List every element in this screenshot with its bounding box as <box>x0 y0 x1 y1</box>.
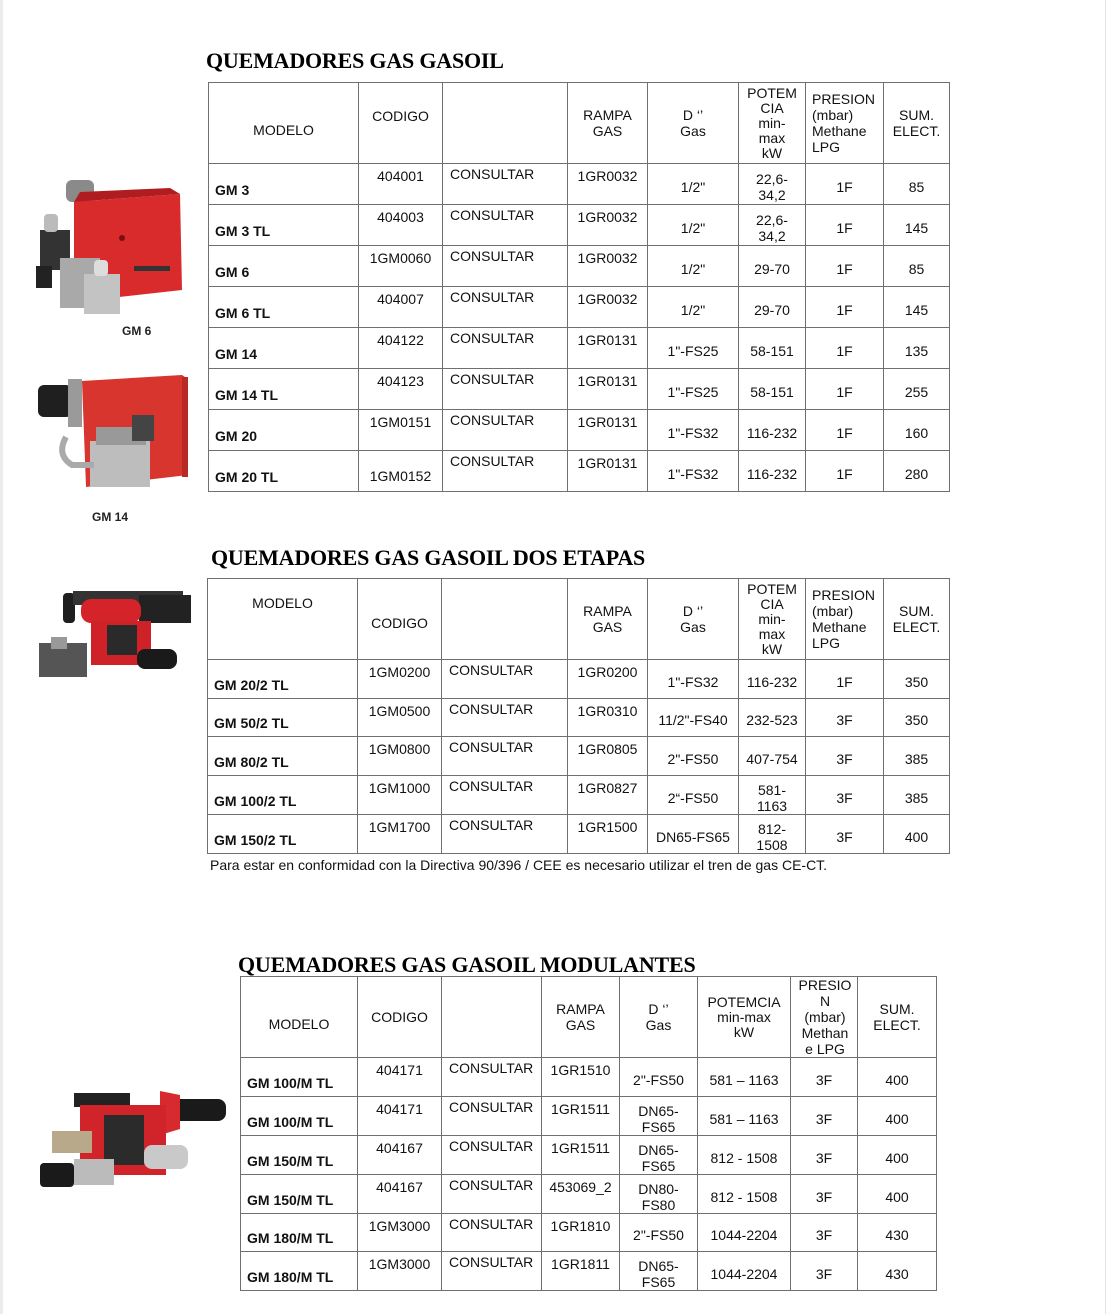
model-cell: GM 50/2 TL <box>208 698 358 737</box>
presion-cell: 1F <box>806 287 884 328</box>
presion-cell: 3F <box>806 698 884 737</box>
burner-gm6-image <box>30 178 186 328</box>
sum-elect-cell: 385 <box>884 775 950 814</box>
header-rampa-gas: RAMPA GAS <box>568 83 648 164</box>
image-caption-gm14: GM 14 <box>92 510 129 524</box>
codigo-cell: 404001 <box>359 164 443 205</box>
model-cell: GM 150/2 TL <box>208 814 358 853</box>
header-sum-elect: SUM. ELECT. <box>884 579 950 660</box>
sum-elect-cell: 255 <box>884 369 950 410</box>
presion-cell: 1F <box>806 410 884 451</box>
potencia-cell: 116-232 <box>739 660 806 699</box>
sum-elect-cell: 400 <box>884 814 950 853</box>
sum-elect-cell: 400 <box>858 1135 937 1174</box>
codigo-cell: 1GM0152 <box>359 451 443 492</box>
table-row <box>208 660 950 699</box>
consultar-cell: CONSULTAR <box>442 737 568 776</box>
codigo-cell: 1GM0200 <box>358 660 442 699</box>
table-gas-gasoil <box>208 82 950 492</box>
codigo-cell: 1GM0800 <box>358 737 442 776</box>
model-cell: GM 6 <box>209 246 359 287</box>
consultar-cell: CONSULTAR <box>442 1096 542 1135</box>
sum-elect-cell: 135 <box>884 328 950 369</box>
model-cell: GM 3 <box>209 164 359 205</box>
model-cell: GM 100/M TL <box>241 1096 358 1135</box>
model-cell: GM 180/M TL <box>241 1252 358 1291</box>
potencia-cell: 1044-2204 <box>698 1213 791 1252</box>
directive-note: Para estar en conformidad con la Directiva 90/396 / CEE es necesario utilizar el tren de gas CE-CT. <box>210 857 828 873</box>
consultar-cell: CONSULTAR <box>442 814 568 853</box>
table-row <box>241 1135 937 1174</box>
header-rampa-gas: RAMPA GAS <box>542 977 620 1058</box>
consultar-cell: CONSULTAR <box>443 287 568 328</box>
diameter-cell: 1/2" <box>648 287 739 328</box>
diameter-cell: 1"-FS25 <box>648 328 739 369</box>
burner-two-stage-image <box>33 585 195 685</box>
table-row <box>209 410 950 451</box>
model-cell: GM 20 TL <box>209 451 359 492</box>
table-modulantes <box>240 976 937 1291</box>
sum-elect-cell: 145 <box>884 287 950 328</box>
presion-cell: 1F <box>806 164 884 205</box>
consultar-cell: CONSULTAR <box>443 246 568 287</box>
table-row <box>208 737 950 776</box>
model-cell: GM 6 TL <box>209 287 359 328</box>
codigo-cell: 1GM0500 <box>358 698 442 737</box>
rampa-cell: 1GR0310 <box>568 698 648 737</box>
diameter-cell: 1/2" <box>648 205 739 246</box>
table-row <box>241 1252 937 1291</box>
rampa-cell: 1GR1500 <box>568 814 648 853</box>
header-blank <box>442 977 542 1058</box>
sum-elect-cell: 400 <box>858 1096 937 1135</box>
diameter-cell: 1/2" <box>648 246 739 287</box>
diameter-cell: 1"-FS25 <box>648 369 739 410</box>
rampa-cell: 1GR0805 <box>568 737 648 776</box>
codigo-cell: 1GM0060 <box>359 246 443 287</box>
model-cell: GM 3 TL <box>209 205 359 246</box>
consultar-cell: CONSULTAR <box>443 369 568 410</box>
sum-elect-cell: 430 <box>858 1213 937 1252</box>
diameter-cell: DN80- FS80 <box>620 1174 698 1213</box>
model-cell: GM 100/2 TL <box>208 775 358 814</box>
table-row <box>241 1096 937 1135</box>
header-codigo: CODIGO <box>358 579 442 660</box>
sum-elect-cell: 280 <box>884 451 950 492</box>
header-presion: PRESION (mbar) Methane LPG <box>806 83 884 164</box>
header-diameter-gas: D ‘’ Gas <box>648 83 739 164</box>
sum-elect-cell: 350 <box>884 698 950 737</box>
section-title-gas-gasoil: QUEMADORES GAS GASOIL <box>206 48 504 73</box>
consultar-cell: CONSULTAR <box>443 205 568 246</box>
consultar-cell: CONSULTAR <box>442 1213 542 1252</box>
diameter-cell: DN65- FS65 <box>620 1252 698 1291</box>
header-codigo: CODIGO <box>358 977 442 1058</box>
model-cell: GM 150/M TL <box>241 1135 358 1174</box>
codigo-cell: 404167 <box>358 1174 442 1213</box>
sum-elect-cell: 385 <box>884 737 950 776</box>
potencia-cell: 29-70 <box>739 287 806 328</box>
table-row <box>241 1213 937 1252</box>
header-potencia: POTEMCIA min-max kW <box>698 977 791 1058</box>
consultar-cell: CONSULTAR <box>442 1135 542 1174</box>
rampa-cell: 1GR0827 <box>568 775 648 814</box>
table-dos-etapas <box>207 578 950 854</box>
section-title-modulantes: QUEMADORES GAS GASOIL MODULANTES <box>238 952 696 977</box>
rampa-cell: 1GR0032 <box>568 246 648 287</box>
presion-cell: 3F <box>791 1252 858 1291</box>
diameter-cell: DN65- FS65 <box>620 1096 698 1135</box>
image-caption-gm6: GM 6 <box>122 324 152 338</box>
sum-elect-cell: 160 <box>884 410 950 451</box>
consultar-cell: CONSULTAR <box>442 775 568 814</box>
sum-elect-cell: 145 <box>884 205 950 246</box>
header-presion: PRESION (mbar) Methane LPG <box>806 579 884 660</box>
potencia-cell: 116-232 <box>739 451 806 492</box>
potencia-cell: 581 – 1163 <box>698 1096 791 1135</box>
rampa-cell: 1GR1510 <box>542 1058 620 1097</box>
header-row <box>241 977 937 1058</box>
consultar-cell: CONSULTAR <box>443 328 568 369</box>
table-row <box>208 775 950 814</box>
burner-gm14-image <box>36 375 192 497</box>
presion-cell: 3F <box>791 1096 858 1135</box>
presion-cell: 1F <box>806 369 884 410</box>
potencia-cell: 22,6- 34,2 <box>739 164 806 205</box>
presion-cell: 1F <box>806 205 884 246</box>
presion-cell: 1F <box>806 451 884 492</box>
presion-cell: 3F <box>791 1135 858 1174</box>
codigo-cell: 404167 <box>358 1135 442 1174</box>
potencia-cell: 1044-2204 <box>698 1252 791 1291</box>
potencia-cell: 812 - 1508 <box>698 1174 791 1213</box>
model-cell: GM 80/2 TL <box>208 737 358 776</box>
header-modelo: MODELO <box>208 579 358 660</box>
rampa-cell: 1GR1811 <box>542 1252 620 1291</box>
header-sum-elect: SUM. ELECT. <box>884 83 950 164</box>
codigo-cell: 1GM3000 <box>358 1252 442 1291</box>
codigo-cell: 1GM1700 <box>358 814 442 853</box>
header-blank <box>443 83 568 164</box>
table-row <box>208 814 950 853</box>
presion-cell: 1F <box>806 328 884 369</box>
potencia-cell: 812- 1508 <box>739 814 806 853</box>
potencia-cell: 58-151 <box>739 328 806 369</box>
diameter-cell: 1"-FS32 <box>648 660 739 699</box>
header-presion: PRESIO N (mbar) Methan e LPG <box>791 977 858 1058</box>
diameter-cell: 2“-FS50 <box>648 775 739 814</box>
codigo-cell: 404122 <box>359 328 443 369</box>
model-cell: GM 150/M TL <box>241 1174 358 1213</box>
model-cell: GM 100/M TL <box>241 1058 358 1097</box>
rampa-cell: 1GR0131 <box>568 328 648 369</box>
consultar-cell: CONSULTAR <box>442 1252 542 1291</box>
codigo-cell: 404123 <box>359 369 443 410</box>
table-row <box>208 698 950 737</box>
potencia-cell: 232-523 <box>739 698 806 737</box>
rampa-cell: 1GR0032 <box>568 164 648 205</box>
presion-cell: 3F <box>791 1058 858 1097</box>
sum-elect-cell: 85 <box>884 246 950 287</box>
model-cell: GM 20 <box>209 410 359 451</box>
rampa-cell: 1GR1511 <box>542 1096 620 1135</box>
table-row <box>209 369 950 410</box>
potencia-cell: 29-70 <box>739 246 806 287</box>
model-cell: GM 14 <box>209 328 359 369</box>
header-sum-elect: SUM. ELECT. <box>858 977 937 1058</box>
codigo-cell: 404007 <box>359 287 443 328</box>
header-rampa-gas: RAMPA GAS <box>568 579 648 660</box>
header-codigo: CODIGO <box>359 83 443 164</box>
model-cell: GM 180/M TL <box>241 1213 358 1252</box>
diameter-cell: 11/2"-FS40 <box>648 698 739 737</box>
presion-cell: 1F <box>806 246 884 287</box>
sum-elect-cell: 400 <box>858 1058 937 1097</box>
header-modelo: MODELO <box>241 977 358 1058</box>
codigo-cell: 1GM3000 <box>358 1213 442 1252</box>
table-row <box>209 246 950 287</box>
sum-elect-cell: 430 <box>858 1252 937 1291</box>
presion-cell: 3F <box>791 1174 858 1213</box>
rampa-cell: 1GR0200 <box>568 660 648 699</box>
consultar-cell: CONSULTAR <box>443 410 568 451</box>
codigo-cell: 404171 <box>358 1096 442 1135</box>
header-diameter-gas: D ‘’ Gas <box>620 977 698 1058</box>
sum-elect-cell: 85 <box>884 164 950 205</box>
table-row <box>209 164 950 205</box>
header-row <box>208 579 950 660</box>
table-row <box>209 451 950 492</box>
rampa-cell: 1GR0131 <box>568 410 648 451</box>
diameter-cell: 1"-FS32 <box>648 451 739 492</box>
table-row <box>209 328 950 369</box>
presion-cell: 3F <box>806 775 884 814</box>
consultar-cell: CONSULTAR <box>442 1058 542 1097</box>
consultar-cell: CONSULTAR <box>442 1174 542 1213</box>
diameter-cell: DN65- FS65 <box>620 1135 698 1174</box>
model-cell: GM 14 TL <box>209 369 359 410</box>
sum-elect-cell: 350 <box>884 660 950 699</box>
header-modelo: MODELO <box>209 83 359 164</box>
diameter-cell: 2"-FS50 <box>620 1058 698 1097</box>
codigo-cell: 1GM0151 <box>359 410 443 451</box>
potencia-cell: 581- 1163 <box>739 775 806 814</box>
diameter-cell: 2"-FS50 <box>620 1213 698 1252</box>
model-cell: GM 20/2 TL <box>208 660 358 699</box>
rampa-cell: 1GR0032 <box>568 205 648 246</box>
potencia-cell: 22,6- 34,2 <box>739 205 806 246</box>
header-potencia: POTEM CIA min- max kW <box>739 83 806 164</box>
sum-elect-cell: 400 <box>858 1174 937 1213</box>
rampa-cell: 1GR0131 <box>568 369 648 410</box>
consultar-cell: CONSULTAR <box>442 698 568 737</box>
rampa-cell: 1GR0131 <box>568 451 648 492</box>
burner-modulating-image <box>34 1085 230 1195</box>
codigo-cell: 404003 <box>359 205 443 246</box>
potencia-cell: 581 – 1163 <box>698 1058 791 1097</box>
header-blank <box>442 579 568 660</box>
header-diameter-gas: D ‘’ Gas <box>648 579 739 660</box>
codigo-cell: 404171 <box>358 1058 442 1097</box>
potencia-cell: 116-232 <box>739 410 806 451</box>
header-potencia: POTEM CIA min- max kW <box>739 579 806 660</box>
potencia-cell: 58-151 <box>739 369 806 410</box>
rampa-cell: 1GR1810 <box>542 1213 620 1252</box>
table-row <box>209 287 950 328</box>
presion-cell: 3F <box>806 737 884 776</box>
table-row <box>209 205 950 246</box>
diameter-cell: 1"-FS32 <box>648 410 739 451</box>
page-edge-left <box>0 0 3 1314</box>
consultar-cell: CONSULTAR <box>442 660 568 699</box>
consultar-cell: CONSULTAR <box>443 164 568 205</box>
table-row <box>241 1174 937 1213</box>
table-row <box>241 1058 937 1097</box>
rampa-cell: 1GR1511 <box>542 1135 620 1174</box>
consultar-cell: CONSULTAR <box>443 451 568 492</box>
header-row <box>209 83 950 164</box>
presion-cell: 1F <box>806 660 884 699</box>
potencia-cell: 407-754 <box>739 737 806 776</box>
codigo-cell: 1GM1000 <box>358 775 442 814</box>
section-title-dos-etapas: QUEMADORES GAS GASOIL DOS ETAPAS <box>211 545 646 570</box>
diameter-cell: DN65-FS65 <box>648 814 739 853</box>
presion-cell: 3F <box>791 1213 858 1252</box>
potencia-cell: 812 - 1508 <box>698 1135 791 1174</box>
diameter-cell: 2"-FS50 <box>648 737 739 776</box>
rampa-cell: 453069_2 <box>542 1174 620 1213</box>
diameter-cell: 1/2" <box>648 164 739 205</box>
presion-cell: 3F <box>806 814 884 853</box>
rampa-cell: 1GR0032 <box>568 287 648 328</box>
